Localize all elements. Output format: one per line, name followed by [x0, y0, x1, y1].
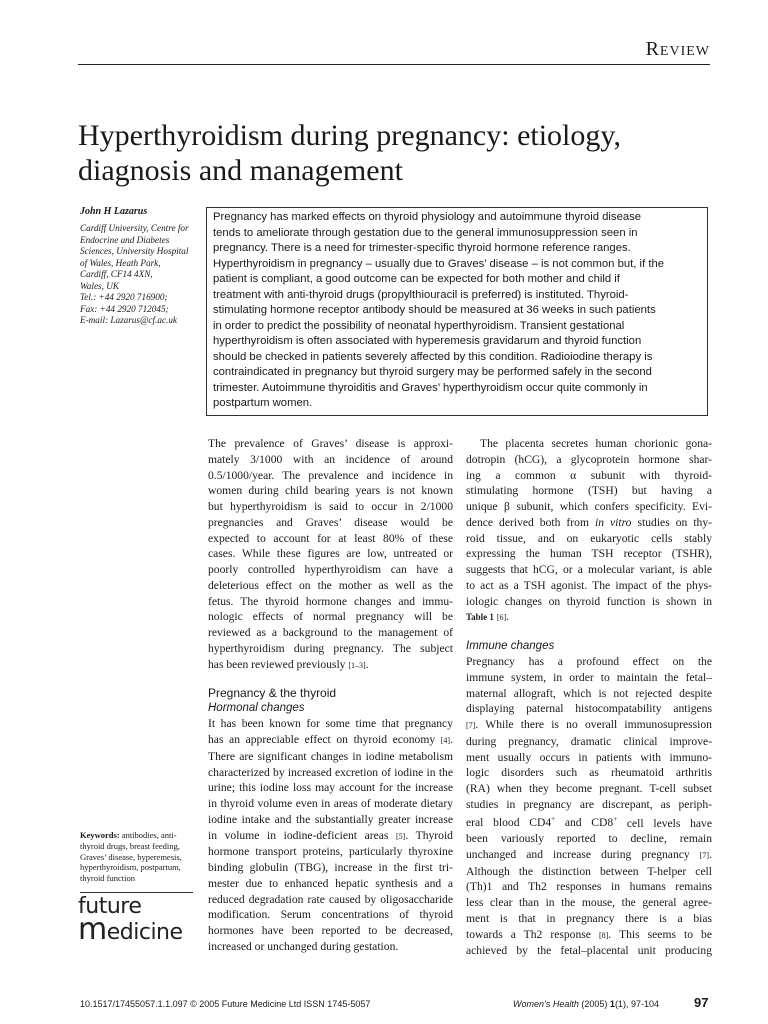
body-line: in volume in iodine-deficient areas [5]. Thyroid [208, 828, 453, 842]
abstract-line: Hyperthyroidism in pregnancy – usually due to Graves’ disease – is not common but, if the [213, 257, 665, 270]
affiliation-line: Cardiff, CF14 4XN, [80, 269, 153, 279]
body-line: hormone transport proteins, particularly thyroxine [208, 845, 453, 859]
body-line: women during child bearing years is not known [208, 484, 453, 498]
keywords-line: hyperthyroidism, postpartum, [80, 862, 181, 873]
body-text: in volume in iodine-deficient areas [208, 828, 389, 842]
footer-doi: 10.1517/17455057.1.1.097 © 2005 Future Medicine Ltd ISSN 1745-5057 [80, 999, 371, 1009]
body-line: pregnancies and Graves’ disease would be [208, 515, 453, 529]
body-line: hormones have been reported to be decreased, [208, 924, 453, 937]
body-line: suggests that hCG, or a molecular variant, is able [466, 563, 712, 576]
keywords-line: thyroid function [80, 873, 136, 884]
superscript: + [613, 815, 618, 824]
body-line: iodine intake and the substantially greater increase [208, 812, 453, 826]
abstract-line: hyperthyroidism is often associated with hyperemesis gravidarum and thyroid function [213, 335, 642, 347]
body-line: has been reviewed previously [1–3]. [208, 657, 369, 671]
body-line: poorly controlled hyperthyroidism can have a [208, 563, 453, 576]
body-text: towards a Th2 response [466, 927, 591, 941]
citation-ref: [6] [496, 613, 507, 623]
abstract-line: Pregnancy has marked effects on thyroid physiology and autoimmune thyroid disease [213, 211, 642, 223]
affiliation-line: Tel.: +44 2920 716900; [80, 292, 168, 302]
body-column-1 [208, 436, 453, 955]
body-line: during pregnancy, dramatic clinical improve- [466, 734, 712, 748]
superscript: + [551, 815, 556, 824]
body-column-2 [466, 436, 712, 959]
citation-ref: [7] [466, 721, 476, 730]
title-line-2: diagnosis and management [78, 154, 403, 187]
body-line: Pregnancy has a profound effect on the [466, 655, 712, 668]
affiliation-line: Endocrine and Diabetes [80, 234, 170, 245]
logo-line-2 [78, 912, 198, 947]
abstract-line: should be checked in patients severely affected by this condition. Radioiodine therapy is [213, 350, 653, 363]
body-text: studies on thy- [637, 515, 712, 529]
journal-issue-pages: (1), 97-104 [614, 999, 659, 1009]
affiliation-line: E-mail: Lazarus@cf.ac.uk [80, 315, 177, 325]
keywords-line: antibodies, anti- [121, 830, 177, 840]
body-text: While there is no overall immunosupression [485, 718, 712, 731]
body-line: unique β subunit, which confers specificity. Evi- [466, 500, 712, 513]
body-line: (RA) when they become pregnant. T-cell subset [466, 782, 712, 795]
body-line [466, 813, 712, 832]
body-line: towards a Th2 response [8]. This seems to be [466, 927, 712, 941]
body-line: Table 1 [6]. [466, 610, 510, 624]
subsection-heading: Hormonal changes [208, 702, 305, 715]
body-line: mester due to enhanced hepatic synthesis and a [208, 876, 453, 890]
section-heading: Pregnancy & the thyroid [208, 686, 337, 701]
body-line: fetus. The thyroid hormone changes and immu- [208, 594, 453, 608]
body-line: to act as a TSH agonist. The impact of the phys- [466, 578, 712, 592]
body-line: in thyroid volume even in areas of moderate dietary [208, 797, 453, 810]
body-line: unchanged and increase during pregnancy [7]. [466, 847, 712, 861]
abstract-line: tends to ameliorate through gestation due to the general immunosuppression seen in [213, 226, 638, 239]
keywords-line: Graves’ disease, hyperemesis, [80, 851, 182, 862]
abstract-line: patient is compliant, a good outcome can be expected for both mother and child if [213, 273, 620, 285]
citation-ref: [8] [598, 930, 609, 940]
body-line: deleterious effect on the mother as well as the [208, 578, 453, 592]
body-line: displaying paternal histocompatability antigens [466, 702, 712, 716]
body-text: cell levels have [626, 816, 713, 830]
section-rule [78, 64, 710, 65]
keywords-label: Keywords: [80, 830, 120, 840]
body-line: achieved by the fetal–placental unit producing [466, 944, 712, 958]
body-line: urine; this iodine loss may account for the increase [208, 781, 453, 795]
author-name: John H Lazarus [80, 206, 148, 217]
logo-letter-m: m [78, 912, 107, 947]
affiliation-line: Cardiff University, Centre for [80, 223, 189, 233]
body-line: hyperthyroidism during pregnancy. The subject [208, 641, 453, 655]
page-number: 97 [694, 995, 709, 1010]
body-line: [7]. While there is no overall immunosupression [466, 718, 712, 731]
body-line: (Th)1 and Th2 responses in humans remains [466, 880, 712, 894]
article-title [78, 118, 718, 188]
body-line: 0.5/1000/year. The prevalence and incidence in [208, 468, 453, 482]
body-line: reduced degradation rate caused by oligosaccharide [208, 892, 453, 906]
title-line-1: Hyperthyroidism during pregnancy: etiology, [78, 119, 621, 152]
body-text: unchanged and increase during pregnancy [466, 847, 690, 861]
body-line: iologic changes on thyroid function is shown in [466, 594, 712, 608]
abstract-line: stimulating hormone receptor antibody should be measured at 36 weeks in such patients [213, 304, 656, 316]
body-line: ing a common α subunit with thyroid- [466, 468, 712, 482]
body-line: modification. Serum concentrations of thyroid [208, 908, 453, 922]
abstract-line: postpartum women. [213, 397, 313, 409]
body-text: eral blood CD4 [466, 816, 552, 830]
affiliation-line: Fax: +44 2920 712045; [80, 303, 169, 314]
body-text: dence derived both from [466, 515, 589, 529]
abstract-box [206, 207, 708, 416]
future-medicine-logo [78, 896, 198, 945]
body-line: logic disorders such as rheumatoid arthritis [466, 766, 712, 780]
body-line: The prevalence of Graves’ disease is approxi- [208, 437, 453, 450]
body-line: cases. While these figures are low, untreated or [208, 547, 453, 561]
body-line: dotropin (hCG), a glycoprotein hormone shar- [466, 452, 712, 466]
abstract-line: pregnancy. There is a need for trimester-specific thyroid hormone reference ranges. [213, 242, 631, 254]
affiliation-line: Wales, UK [80, 280, 119, 291]
body-line: maternal allograft, which is not rejected despite [466, 686, 712, 700]
body-line: Although the distinction between T-helper cell [466, 864, 712, 878]
journal-volume: 1 [609, 999, 615, 1009]
body-line: mately 3/1000 with an incidence of around [208, 452, 453, 466]
body-line: increased or unchanged during gestation. [208, 939, 399, 953]
author-affiliation [80, 223, 198, 327]
body-line: characterized by increased excretion of iodine in the [208, 765, 453, 779]
abstract-line: treatment with anti-thyroid drugs (propylthiouracil is preferred) is instituted. Thyroid- [213, 288, 629, 301]
body-line: reviewed as a background to the management of [208, 626, 453, 639]
journal-year: (2005) [581, 999, 608, 1009]
body-line: studies in pregnancy are discrepant, as periph- [466, 797, 712, 811]
subsection-heading: Immune changes [466, 640, 555, 652]
citation-ref: [7] [699, 850, 710, 860]
affiliation-line: Sciences, University Hospital [80, 246, 189, 256]
citation-ref: [1–3] [348, 660, 366, 670]
abstract-line: contraindicated in pregnancy but thyroid surgery may be performed safely in the second [213, 366, 652, 378]
keywords-block [80, 830, 198, 884]
body-line: There are significant changes in iodine metabolism [208, 749, 453, 763]
body-line: has an appreciable effect on thyroid economy [4]. [208, 733, 453, 746]
body-line: been variously reported to decline, remain [466, 832, 712, 846]
body-text: has an appreciable effect on thyroid economy [208, 733, 436, 746]
table-link[interactable]: Table 1 [466, 612, 494, 623]
footer-citation [513, 999, 659, 1009]
body-line: The placenta secretes human chorionic gona- [480, 437, 712, 450]
abstract-line: in order to predict the possibility of neonatal hyperthyroidism. Transient gestational [213, 319, 625, 332]
keywords-rule [80, 892, 193, 893]
citation-ref: [4] [440, 736, 451, 745]
body-line: immune system, in order to maintain the fetal– [466, 670, 712, 684]
body-line: binding globulin (TBG), increase in the first tri- [208, 861, 453, 874]
body-line: expected to account for at least 80% of these [208, 531, 453, 545]
abstract-line: trimester. Autoimmune thyroiditis and Graves’ hyperthyroidism occur quite commonly in [213, 381, 648, 394]
body-line: ment usually occurs in patients with immuno- [466, 750, 712, 764]
logo-rest: edicine [106, 920, 183, 945]
body-text-italic: in vitro [594, 515, 632, 529]
body-line: stimulating hormone (TSH) but having a [466, 484, 712, 498]
abstract-text [213, 210, 705, 412]
body-text: has been reviewed previously [208, 657, 346, 671]
body-line: ment is that in pregnancy there is a bias [466, 911, 712, 925]
body-line: nologic effects of normal pregnancy will be [208, 610, 453, 624]
affiliation-line: of Wales, Heath Park, [80, 257, 161, 268]
keywords-line: thyroid drugs, breast feeding, [80, 840, 180, 851]
body-text: This seems to be [619, 927, 712, 941]
logo-line-1: future [78, 894, 142, 919]
body-line: but hyperthyroidism is said to occur in 2/1000 [208, 500, 453, 513]
section-label: Review [645, 38, 710, 60]
body-line: less clear than in the mouse, the general agree- [466, 896, 712, 910]
journal-name: Women’s Health [513, 999, 579, 1009]
body-line: expressing the human TSH receptor (TSHR), [466, 547, 712, 561]
body-line [466, 515, 712, 531]
body-text: Thyroid [415, 828, 453, 842]
citation-ref: [5] [396, 831, 406, 841]
body-line: roid tissue, and on eukaryotic cells stably [466, 531, 712, 545]
body-line: It has been known for some time that pregnancy [208, 717, 453, 731]
body-text: and CD8 [564, 816, 614, 830]
